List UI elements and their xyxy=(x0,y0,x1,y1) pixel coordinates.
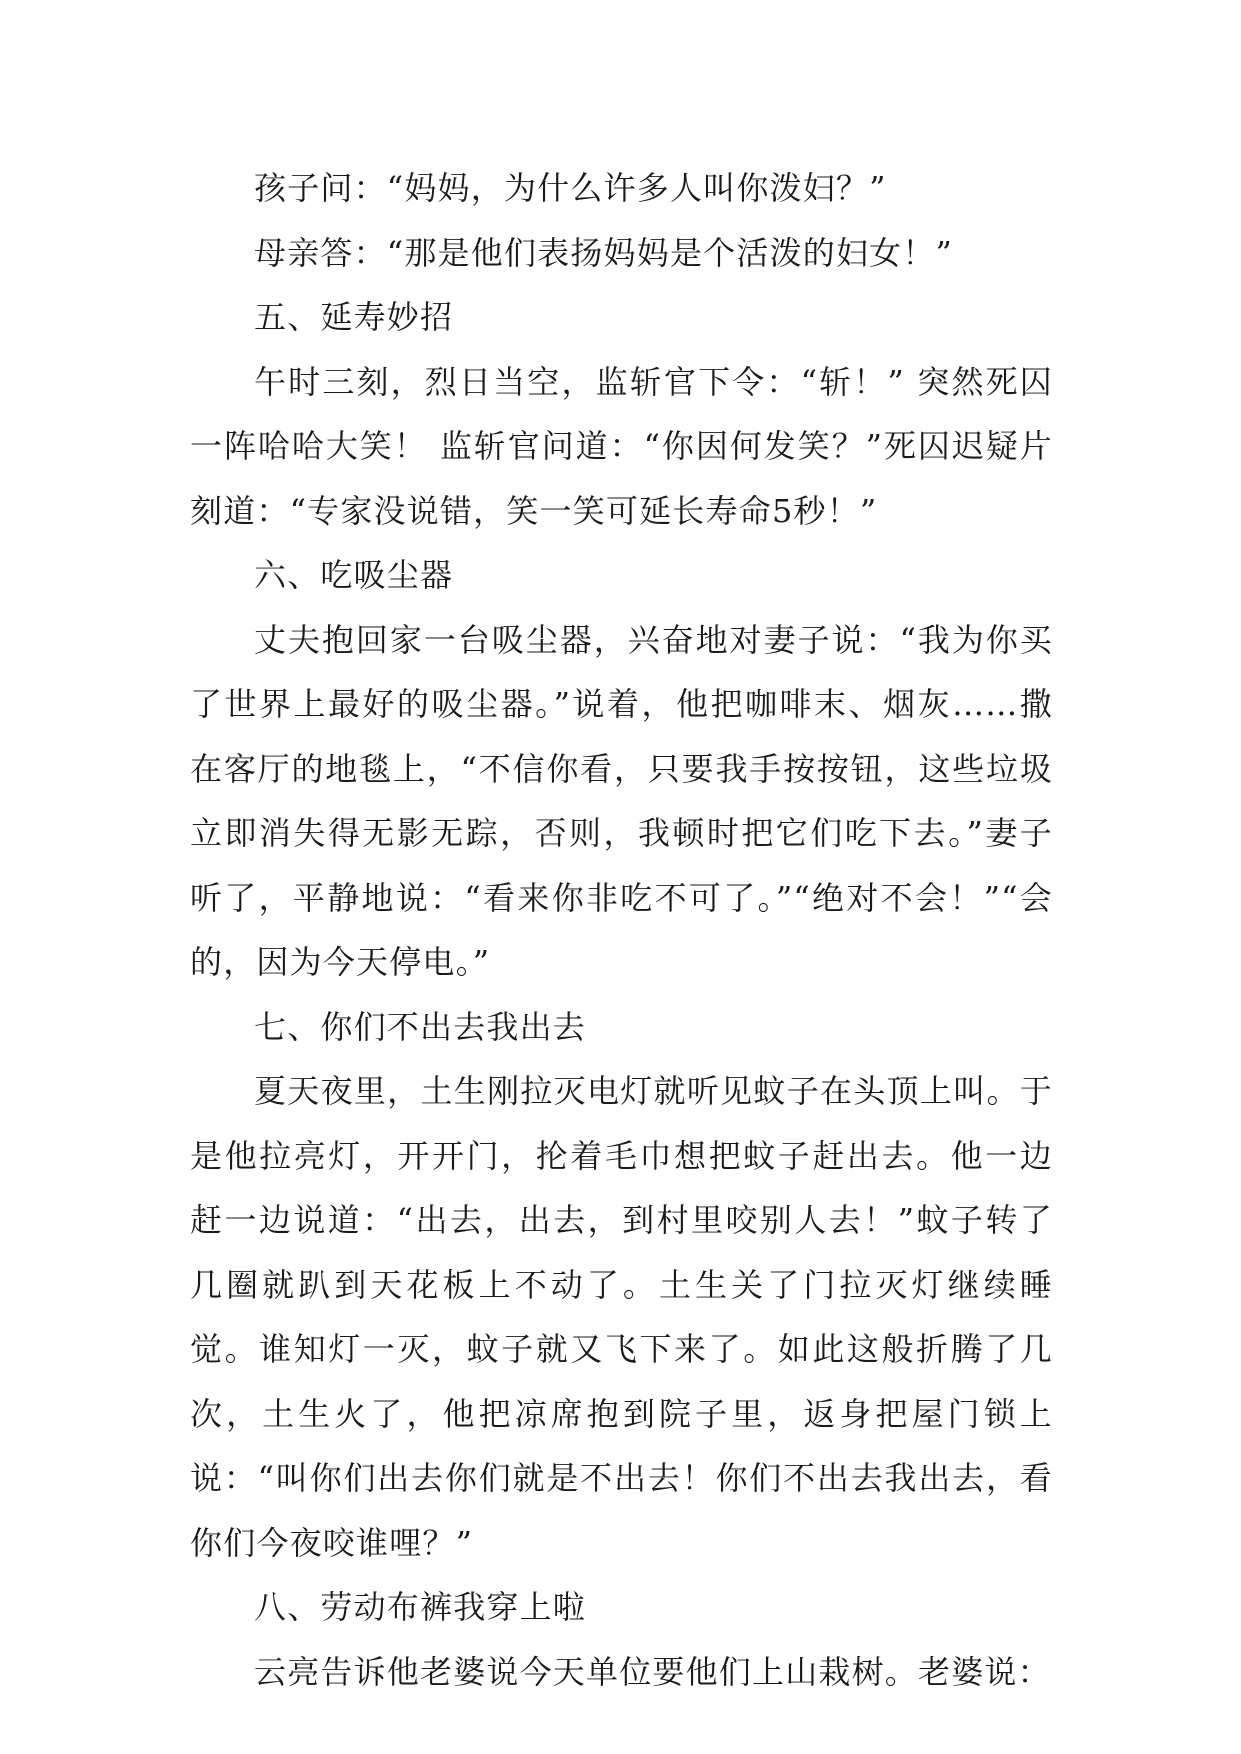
document-body xyxy=(190,156,1053,1704)
paragraph: 夏天夜里，土生刚拉灭电灯就听见蚊子在头顶上叫。于是他拉亮灯，开开门，抡着毛巾想把蚊子赶出去。他一边赶一边说道：“出去，出去，到村里咬别人去！”蚊子转了几圈就趴到天花板上不动了。土生关了门拉灭灯继续睡觉。谁知灯一灭，蚊子就又飞下来了。如此这般折腾了几次，土生火了，他把凉席抱到院子里，返身把屋门锁上说：“叫你们出去你们就是不出去！你们不出去我出去，看你们今夜咬谁哩？” xyxy=(190,1072,1053,1562)
paragraph: 母亲答：“那是他们表扬妈妈是个活泼的妇女！” xyxy=(254,233,954,272)
section-heading: 八、劳动布裤我穿上啦 xyxy=(254,1588,587,1626)
section-heading: 五、延寿妙招 xyxy=(254,298,454,336)
paragraph: 午时三刻，烈日当空，监斩官下令：“斩！” 突然死囚一阵哈哈大笑！ 监斩官问道：“你因何发笑？”死囚迟疑片刻道：“专家没说错，笑一笑可延长寿命5秒！” xyxy=(190,362,1053,530)
paragraph: 丈夫抱回家一台吸尘器，兴奋地对妻子说：“我为你买了世界上最好的吸尘器。”说着，他把咖啡末、烟灰……撒在客厅的地毯上，“不信你看，只要我手按按钮，这些垃圾立即消失得无影无踪，否则，我顿时把它们吃下去。”妻子听了，平静地说：“看来你非吃不可了。”“绝对不会！”“会的，因为今天停电。” xyxy=(190,620,1053,981)
section-heading: 六、吃吸尘器 xyxy=(254,556,454,594)
section-heading: 七、你们不出去我出去 xyxy=(254,1007,587,1046)
paragraph: 云亮告诉他老婆说今天单位要他们上山栽树。老婆说： xyxy=(254,1652,1051,1691)
paragraph: 孩子问：“妈妈，为什么许多人叫你泼妇？” xyxy=(254,169,887,207)
